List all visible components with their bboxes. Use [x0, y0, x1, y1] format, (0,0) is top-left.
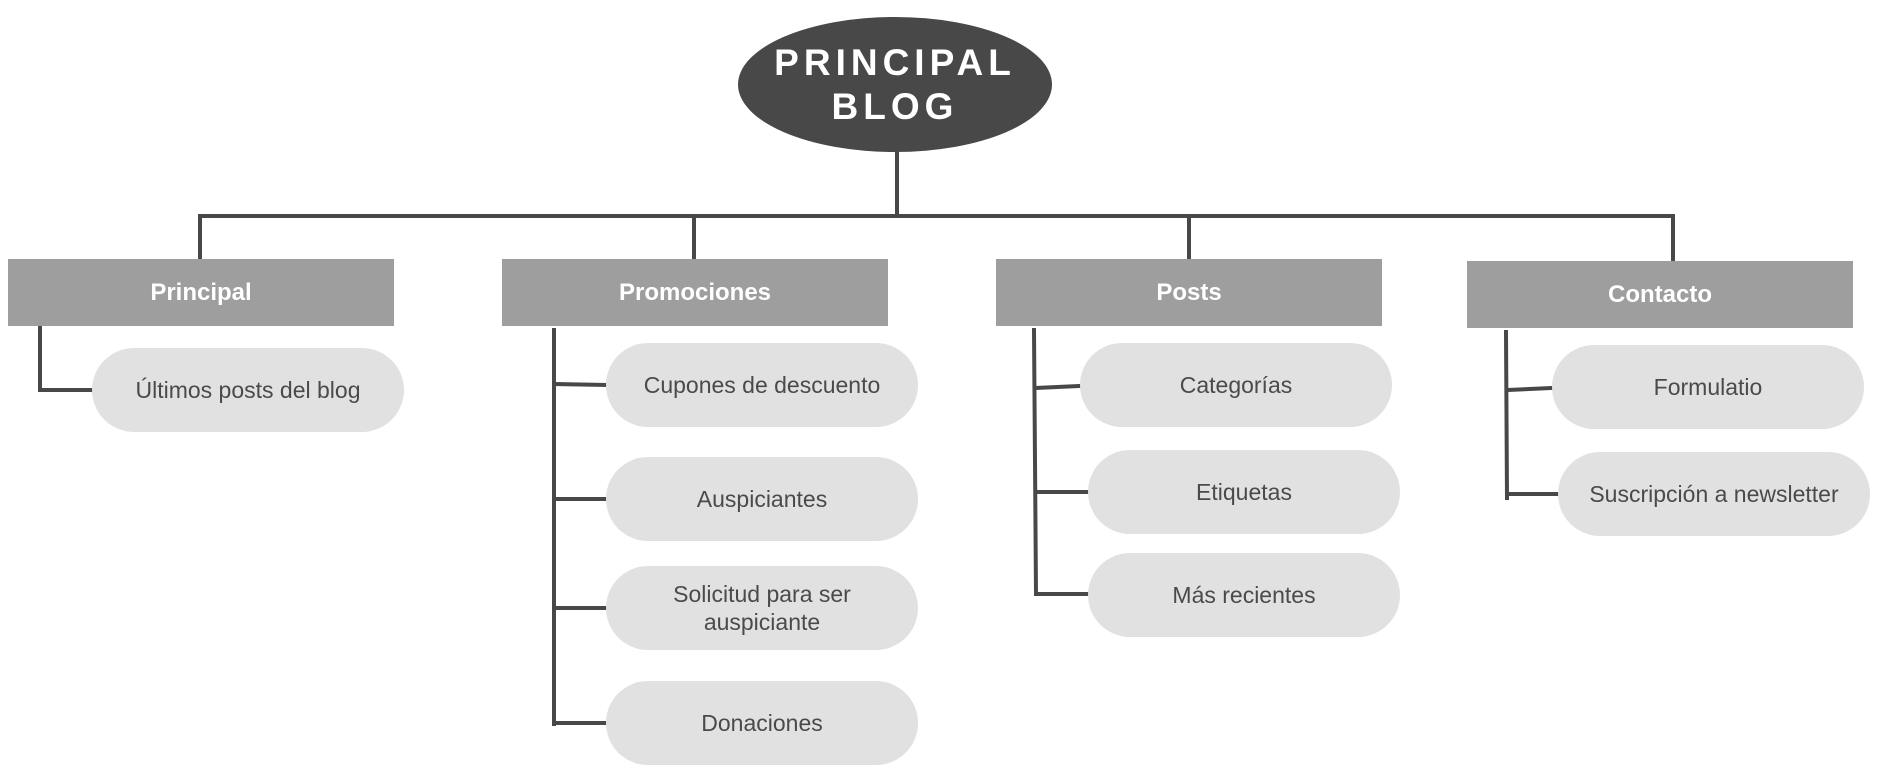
- root-node: [738, 17, 1052, 152]
- connector-spine-contacto: [1506, 332, 1507, 498]
- leaf-etiquetas: Etiquetas: [1088, 450, 1400, 534]
- connector-branch: [1035, 386, 1080, 388]
- leaf-donaciones: Donaciones: [606, 681, 918, 765]
- section-posts: Posts: [996, 259, 1382, 326]
- leaf-auspiciantes: Auspiciantes: [606, 457, 918, 541]
- section-promociones: Promociones: [502, 259, 888, 326]
- section-principal: Principal: [8, 259, 394, 326]
- root-title-line2: BLOG: [831, 85, 959, 127]
- leaf-ultimos-posts: Últimos posts del blog: [92, 348, 404, 432]
- leaf-cupones: Cupones de descuento: [606, 343, 918, 427]
- connector-spine-posts: [1034, 330, 1036, 594]
- leaf-categorias: Categorías: [1080, 343, 1392, 427]
- connector-branch: [1507, 388, 1552, 390]
- connector-branch: [554, 384, 606, 385]
- section-contacto: Contacto: [1467, 261, 1853, 328]
- leaf-newsletter: Suscripción a newsletter: [1558, 452, 1870, 536]
- root-title-line1: PRINCIPAL: [774, 41, 1016, 83]
- leaf-mas-recientes: Más recientes: [1088, 553, 1400, 637]
- leaf-formulario: Formulatio: [1552, 345, 1864, 429]
- leaf-solicitud: Solicitud para ser auspiciante: [606, 566, 918, 650]
